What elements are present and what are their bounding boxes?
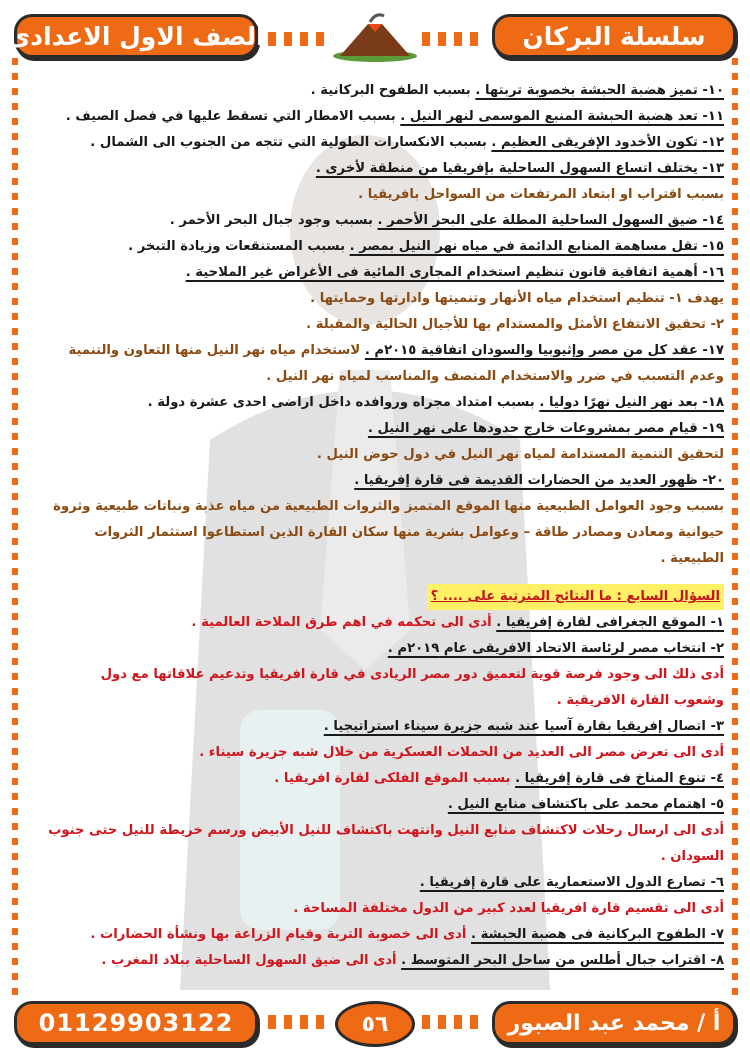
list-item: ١٩- قيام مصر بمشروعات خارج حدودها على نهر النيل .: [367, 421, 724, 436]
answer-line: بسبب اقتراب او ابتعاد المرتفعات من السواحل بافريقيا .: [358, 187, 724, 202]
list-item: ١٨- بعد نهر النيل نهرًا دوليا . بسبب امتداد مجراه وروافده داخل اراضى احدى عشرة دولة .: [147, 395, 724, 410]
answer-line: أدى الى تعرض مصر الى العديد من الحملات العسكرية من خلال شبه جزيرة سيناء .: [199, 745, 724, 760]
checker-decoration: [422, 1015, 482, 1029]
checker-decoration: [268, 32, 328, 46]
list-item: ٤- تنوع المناخ فى قارة إفريقيا . بسبب الموقع الفلكى لقارة افريقيا .: [274, 771, 724, 786]
answer-line: أدى ذلك الى وجود فرصة قوية لتعميق دور مصر الريادى في قارة افريقيا وتدعيم علاقاتها مع دول: [100, 667, 724, 682]
list-item: ١٤- ضيق السهول الساحلية المطلة على البحر الأحمر . بسبب وجود جبال البحر الأحمر .: [169, 213, 724, 228]
answer-line: السودان .: [660, 849, 724, 864]
answer-line: لتحقيق التنمية المستدامة لمياه نهر النيل في دول حوض النيل .: [316, 447, 724, 462]
page-header: [0, 10, 750, 62]
series-title-badge: سلسلة البركان: [492, 14, 736, 58]
list-item: ١- الموقع الجغرافى لقارة إفريقيا . أدى الى تحكمه في اهم طرق الملاحة العالمية .: [191, 615, 724, 630]
list-item: ٢٠- ظهور العديد من الحضارات القديمة فى قارة إفريقيا .: [354, 473, 724, 488]
answer-line: حيوانية ومعادن ومصادر طاقة – وعوامل بشرية منها سكان القارة الذين استطاعوا استثمار الثروات: [94, 525, 724, 540]
answer-line: أدى الى تقسيم قارة افريقيا لعدد كبير من الدول مختلفة المساحة .: [293, 901, 724, 916]
page-footer: [0, 995, 750, 1049]
checker-decoration: [422, 32, 482, 46]
list-item: ١١- تعد هضبة الحبشة المنبع الموسمى لنهر النيل . بسبب الامطار التي تسقط عليها في فصل الصيف .: [65, 109, 724, 124]
checker-decoration: [268, 1015, 328, 1029]
answer-line: أدى الى ارسال رحلات لاكتشاف منابع النيل وانتهت باكتشاف للنيل الأبيض ورسم خريطة للنيل حتى جنوب: [48, 823, 724, 838]
page-content: [26, 78, 724, 987]
list-item: ٣- اتصال إفريقيا بقارة آسيا عند شبه جزيرة سيناء استراتيجيا .: [323, 719, 724, 734]
answer-line: بسبب وجود العوامل الطبيعية منها الموقع المتميز والثروات الطبيعية من مياه عذبة ونباتات طبيعية وثروة: [53, 499, 724, 514]
list-item: ٧- الطفوح البركانية فى هضبة الحبشة . أدى الى خصوبة التربة وقيام الزراعة بها ونشأة الحضارات .: [90, 927, 724, 942]
list-item: ١٣- يختلف اتساع السهول الساحلية بإفريقيا من منطقة لأخرى .: [315, 161, 724, 176]
frame-border-left: [12, 58, 18, 999]
teacher-name-badge: أ / محمد عبد الصبور: [492, 1001, 736, 1045]
list-item: ١٢- تكون الأخدود الإفريقى العظيم . بسبب الانكسارات الطولية التي تتجه من الجنوب الى الشمال .: [90, 135, 724, 150]
phone-number-badge: 01129903122: [14, 1001, 258, 1045]
volcano-icon: [330, 10, 420, 62]
list-item: ٨- اقتراب جبال أطلس من ساحل البحر المتوسط . أدى الى ضيق السهول الساحلية ببلاد المغرب .: [101, 953, 724, 968]
list-item: ٥- اهتمام محمد على باكتشاف منابع النيل .: [447, 797, 724, 812]
grade-title-badge: الصف الاول الاعدادى: [14, 14, 258, 58]
list-item: ٦- تصارع الدول الاستعمارية على قارة إفريقيا .: [419, 875, 724, 890]
page-number: ٥٦: [335, 1001, 415, 1047]
list-item: ٢- انتخاب مصر لرئاسة الاتحاد الافريقى عام ٢٠١٩م .: [387, 641, 724, 656]
answer-line: وشعوب القارة الافريقية .: [556, 693, 724, 708]
list-item: ١٥- تقل مساهمة المنابع الدائمة في مياه نهر النيل بمصر . بسبب المستنقعات وزيادة التبخر .: [128, 239, 724, 254]
list-item: ١٠- تميز هضبة الحبشة بخصوبة تربتها . بسبب الطفوح البركانية .: [310, 83, 724, 98]
list-item: ١٦- أهمية اتفاقية قانون تنظيم استخدام المجارى المائية فى الأغراض غير الملاحية .: [185, 265, 724, 280]
frame-border-right: [732, 58, 738, 999]
answer-line: وعدم التسبب في ضرر والاستخدام المنصف والمناسب لمياه نهر النيل .: [266, 369, 724, 384]
answer-line: الطبيعية .: [660, 551, 724, 566]
list-item: ١٧- عقد كل من مصر وإثيوبيا والسودان اتفاقية ٢٠١٥م . لاستخدام مياه نهر النيل منها التعاون والتنمية: [68, 343, 724, 358]
answer-line: ٢- تحقيق الانتفاع الأمثل والمستدام بها للأجيال الحالية والمقبلة .: [306, 317, 724, 332]
answer-line: يهدف ١- تنظيم استخدام مياه الأنهار وتنميتها وادارتها وحمايتها .: [310, 291, 724, 306]
section-title: السؤال السابع : ما النتائج المترتبة على .... ؟: [427, 584, 724, 610]
